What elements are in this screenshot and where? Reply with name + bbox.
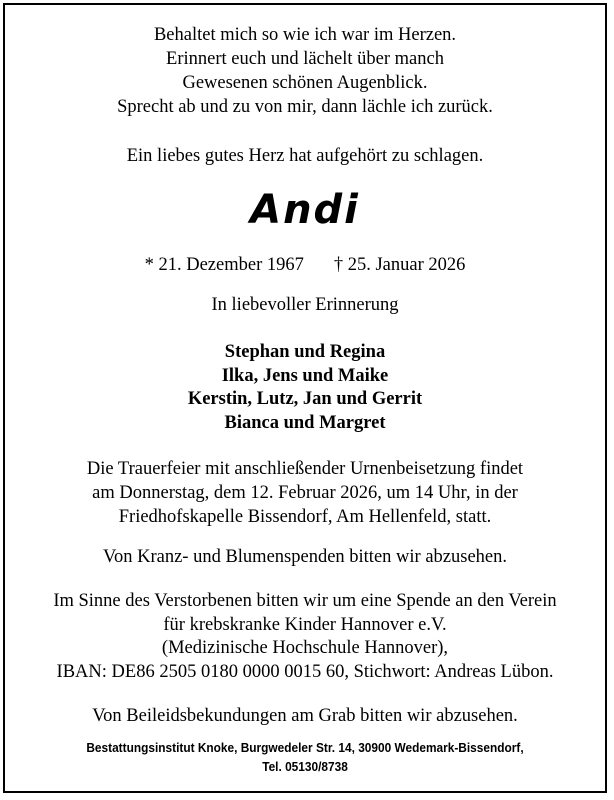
donation-line: für krebskranke Kinder Hannover e.V. [163, 614, 447, 635]
donation-line: Im Sinne des Verstorbenen bitten wir um eine Spende an den Verein [53, 591, 557, 611]
funeral-line: am Donnerstag, dem 12. Februar 2026, um 14 Uhr, in der [92, 483, 518, 503]
heart-line: Ein liebes gutes Herz hat aufgehört zu schlagen. [126, 146, 484, 166]
life-dates [5, 253, 605, 277]
mourners-list [5, 341, 605, 435]
undertaker-info [20, 739, 590, 777]
mourner: Stephan und Regina [224, 342, 386, 362]
condolence-notice: Von Beileidsbekundungen am Grab bitten wir abzusehen. [92, 706, 518, 726]
memory-line: In liebevoller Erinnerung [211, 295, 399, 315]
donation-info [5, 590, 605, 684]
mourner: Kerstin, Lutz, Jan und Gerrit [187, 389, 423, 409]
birth-date: * 21. Dezember 1967 [144, 255, 304, 275]
obituary-content [5, 5, 605, 791]
poem-line: Gewesenen schönen Augenblick. [182, 73, 428, 93]
poem [5, 23, 605, 119]
donation-line: IBAN: DE86 2505 0180 0000 0015 60, Stichwort: Andreas Lübon. [56, 661, 554, 682]
mourner: Bianca und Margret [224, 412, 386, 433]
obituary-notice [3, 3, 607, 793]
poem-line: Sprecht ab und zu von mir, dann lächle ich zurück. [117, 97, 493, 117]
funeral-line: Die Trauerfeier mit anschließender Urnenbeisetzung findet [86, 459, 524, 479]
deceased-name: Andi [250, 187, 360, 233]
donation-line: (Medizinische Hochschule Hannover), [161, 638, 449, 658]
poem-line: Erinnert euch und lächelt über manch [166, 49, 444, 69]
mourner: Ilka, Jens und Maike [221, 365, 389, 386]
undertaker-line: Bestattungsinstitut Knoke, Burgwedeler Str. 14, 30900 Wedemark-Bissendorf, [86, 741, 524, 755]
funeral-line: Friedhofskapelle Bissendorf, Am Hellenfeld, statt. [118, 507, 492, 527]
undertaker-line: Tel. 05130/8738 [262, 760, 348, 774]
poem-line: Behaltet mich so wie ich war im Herzen. [153, 25, 457, 45]
death-date: † 25. Januar 2026 [333, 255, 466, 275]
funeral-info [5, 457, 605, 529]
flowers-notice: Von Kranz- und Blumenspenden bitten wir abzusehen. [103, 547, 507, 567]
